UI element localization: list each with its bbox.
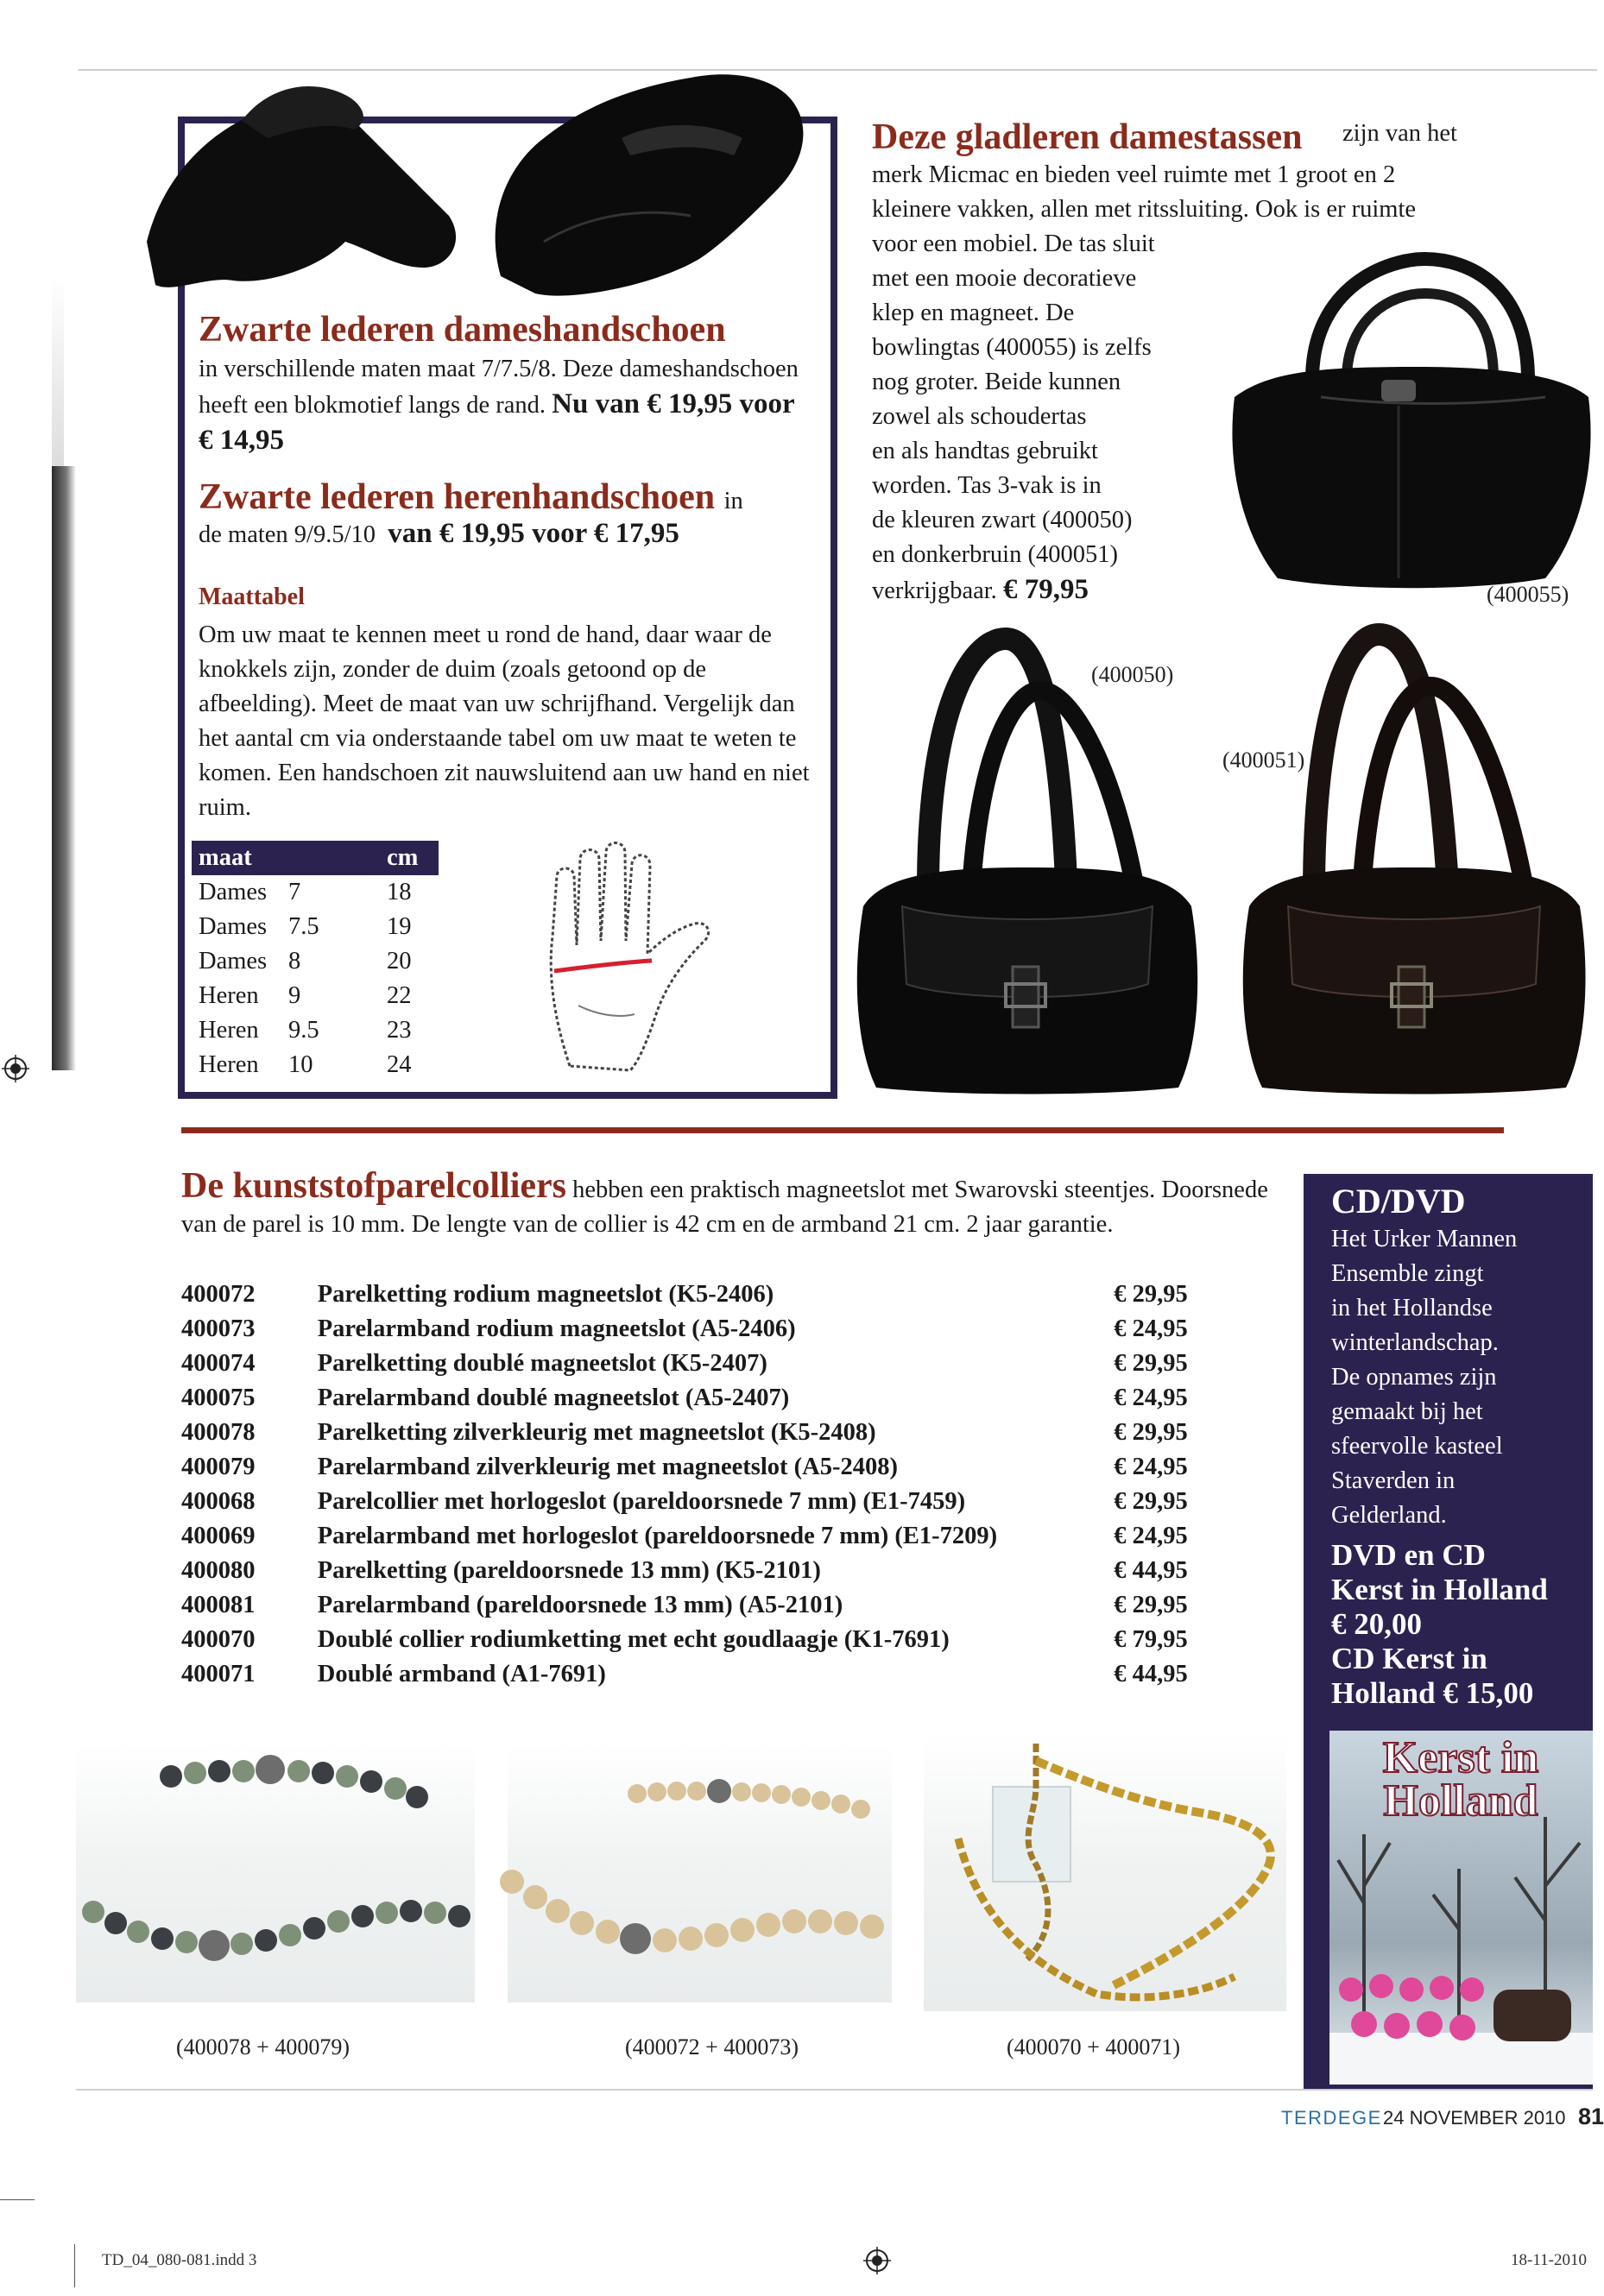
- size-cm: 23: [387, 1017, 412, 1044]
- bags-title: Deze gladleren damestassen: [872, 117, 1303, 157]
- item-code: 400069: [181, 1523, 256, 1549]
- bags-line: zowel als schoudertas: [872, 403, 1087, 430]
- gold-chain-photo: [924, 1735, 1286, 2011]
- item-price: € 24,95: [1114, 1454, 1188, 1480]
- men-gloves-heading: [199, 476, 743, 518]
- item-name: Parelcollier met horlogeslot (pareldoorsnede 7 mm) (E1-7459): [317, 1488, 966, 1515]
- sidebar-line: De opnames zijn: [1331, 1364, 1497, 1391]
- slug-filename: TD_04_080-081.indd 3: [102, 2251, 257, 2269]
- size-cm: 24: [387, 1051, 412, 1078]
- item-code: 400070: [181, 1626, 256, 1653]
- silver-pearls-drawing: [76, 1744, 475, 2003]
- table-row: [181, 1450, 1217, 1485]
- sidebar-line: winterlandschap.: [1331, 1329, 1499, 1356]
- bags-line: bowlingtas (400055) is zelfs: [872, 334, 1152, 361]
- size-table: [192, 841, 439, 1082]
- item-price: € 29,95: [1114, 1281, 1188, 1308]
- spread-edge: [52, 276, 64, 466]
- offer-line: Holland € 15,00: [1331, 1676, 1534, 1710]
- item-name: Parelketting rodium magneetslot (K5-2406): [317, 1281, 774, 1308]
- svg-text:Holland: Holland: [1383, 1776, 1538, 1826]
- gold-pearls-drawing: [508, 1744, 892, 2003]
- women-gloves-price: Nu van € 19,95 voor € 14,95: [199, 388, 794, 456]
- item-name: Parelketting zilverkleurig met magneetslot (K5-2408): [317, 1419, 876, 1446]
- bag-caption-400055: (400055): [1487, 582, 1569, 607]
- item-code: 400068: [181, 1488, 256, 1515]
- table-row: [181, 1277, 1217, 1312]
- bags-line: verkrijgbaar.: [872, 577, 997, 604]
- item-price: € 29,95: [1114, 1350, 1188, 1377]
- size-value: 8: [288, 948, 301, 975]
- pearl-photo-gold: [508, 1744, 892, 2003]
- pearl-photo-silver: [76, 1744, 475, 2003]
- women-gloves-title: Zwarte lederen dameshandschoen: [199, 310, 726, 350]
- size-cm: 19: [387, 913, 412, 940]
- table-row: [181, 1519, 1217, 1554]
- sidebar-line: Ensemble zingt: [1331, 1260, 1484, 1287]
- slug-date: 18-11-2010: [1511, 2251, 1587, 2269]
- sidebar-line: Staverden in: [1331, 1467, 1456, 1494]
- black-bag-photo: [850, 621, 1204, 1096]
- item-name: Parelarmband (pareldoorsnede 13 mm) (A5-2101): [317, 1592, 843, 1618]
- item-code: 400079: [181, 1454, 256, 1480]
- pearl-caption-1: (400078 + 400079): [176, 2034, 350, 2059]
- men-gloves-title: Zwarte lederen herenhandschoen: [199, 477, 716, 517]
- bags-line: klep en magneet. De: [872, 300, 1075, 326]
- item-name: Parelarmband rodium magneetslot (A5-2406): [317, 1315, 796, 1342]
- item-price: € 29,95: [1114, 1488, 1188, 1515]
- bags-price: € 79,95: [1002, 574, 1089, 605]
- size-table-header: [192, 841, 439, 875]
- table-row: [192, 979, 439, 1013]
- men-gloves-title-tail: in: [723, 488, 743, 514]
- svg-text:Kerst in: Kerst in: [1382, 1733, 1539, 1782]
- pearl-caption-2: (400072 + 400073): [625, 2034, 799, 2059]
- size-value: 10: [288, 1051, 313, 1078]
- size-value: 9.5: [288, 1017, 319, 1044]
- item-code: 400078: [181, 1419, 256, 1446]
- pearl-price-list: [181, 1277, 1217, 1692]
- bags-line: merk Micmac en bieden veel ruimte met 1 groot en 2: [872, 161, 1396, 188]
- size-chart-instructions: Om uw maat te kennen meet u rond de hand, daar waar de knokkels zijn, zonder de duim (zoals getoond op de afbeelding). Meet de maat van uw schrijfhand. Vergelijk dan het aantal cm via onderstaande tabel om uw maat te weten te komen. Een handschoen zit nauwsluitend aan uw hand en niet ruim.: [199, 621, 810, 821]
- item-name: Doublé armband (A1-7691): [317, 1661, 606, 1687]
- size-value: 7.5: [288, 913, 319, 940]
- pearls-description: hebben een praktisch magneetslot met Swarovski steentjes. Doorsnede van de parel is 10 mm. De lengte van de collier is 42 cm en de armband 21 cm. 2 jaar garantie.: [181, 1176, 1268, 1238]
- table-row: [181, 1588, 1217, 1623]
- item-name: Parelarmband doublé magneetslot (A5-2407): [317, 1385, 790, 1411]
- pearls-title: De kunststofparelcolliers: [181, 1166, 567, 1206]
- size-cm: 18: [387, 879, 412, 905]
- offer-line: DVD en CD: [1331, 1538, 1486, 1572]
- pearl-caption-3: (400070 + 400071): [1007, 2034, 1180, 2059]
- size-header-maat: maat: [199, 844, 252, 871]
- table-row: [181, 1381, 1217, 1416]
- item-price: € 44,95: [1114, 1557, 1188, 1584]
- size-header-cm: cm: [387, 844, 419, 871]
- sidebar-title: CD/DVD: [1331, 1182, 1466, 1221]
- spread-edge-shadow: [52, 466, 76, 1070]
- size-value: 9: [288, 982, 301, 1009]
- page-frame-bottom: [76, 2089, 1593, 2091]
- item-name: Parelarmband zilverkleurig met magneetslot (A5-2408): [317, 1454, 898, 1480]
- brown-bag-photo: [1236, 617, 1593, 1096]
- bags-line: voor een mobiel. De tas sluit: [872, 230, 1155, 257]
- size-who: Heren: [199, 982, 259, 1009]
- men-gloves-description: [199, 516, 837, 552]
- bags-line: met een mooie decoratieve: [872, 265, 1137, 292]
- item-name: Parelarmband met horlogeslot (pareldoorsnede 7 mm) (E1-7209): [317, 1523, 998, 1549]
- table-row: [181, 1312, 1217, 1347]
- size-who: Dames: [199, 913, 268, 940]
- bowling-bag-photo: [1217, 250, 1597, 596]
- offer-line: CD Kerst in: [1331, 1642, 1487, 1675]
- item-price: € 24,95: [1114, 1315, 1188, 1342]
- table-row: [192, 875, 439, 910]
- women-gloves-description: [199, 352, 803, 459]
- men-gloves-text: de maten 9/9.5/10: [199, 521, 376, 548]
- bags-line: zijn van het: [1342, 120, 1457, 147]
- item-name: Parelketting (pareldoorsnede 13 mm) (K5-2101): [317, 1557, 821, 1584]
- cd-cover-image: [1329, 1731, 1593, 2085]
- sidebar-text: [1331, 1222, 1593, 1533]
- item-code: 400075: [181, 1385, 256, 1411]
- bag-caption-400051: (400051): [1222, 747, 1305, 773]
- section-divider: [181, 1127, 1504, 1133]
- sidebar-line: in het Hollandse: [1331, 1295, 1493, 1321]
- crop-mark: [0, 2199, 35, 2200]
- women-gloves-text: in verschillende maten maat 7/7.5/8. Deze dameshandschoen heeft een blokmotief langs de rand.: [199, 356, 799, 419]
- men-gloves-price: van € 19,95 voor € 17,95: [388, 518, 679, 549]
- item-name: Doublé collier rodiumketting met echt goudlaagje (K1-7691): [317, 1626, 950, 1653]
- item-price: € 24,95: [1114, 1523, 1188, 1549]
- bags-line: en donkerbruin (400051): [872, 541, 1118, 568]
- size-who: Heren: [199, 1017, 259, 1044]
- table-row: [192, 1013, 439, 1048]
- size-cm: 20: [387, 948, 412, 975]
- offer-line: Kerst in Holland: [1331, 1573, 1548, 1606]
- bag-caption-400050: (400050): [1091, 662, 1174, 687]
- bags-line: kleinere vakken, allen met ritssluiting. Ook is er ruimte: [872, 196, 1417, 223]
- item-code: 400074: [181, 1350, 256, 1377]
- sidebar-line: gemaakt bij het: [1331, 1398, 1483, 1425]
- gold-chain-drawing: [924, 1735, 1286, 2011]
- size-value: 7: [288, 879, 301, 905]
- size-cm: 22: [387, 982, 412, 1009]
- table-row: [192, 910, 439, 944]
- crop-mark: [74, 2244, 75, 2287]
- item-code: 400081: [181, 1592, 256, 1618]
- sidebar-line: Het Urker Mannen: [1331, 1226, 1518, 1252]
- gloves-photo: [138, 69, 846, 302]
- bags-line: de kleuren zwart (400050): [872, 507, 1133, 533]
- item-price: € 29,95: [1114, 1592, 1188, 1618]
- size-who: Heren: [199, 1051, 259, 1078]
- table-row: [192, 944, 439, 979]
- item-price: € 29,95: [1114, 1419, 1188, 1446]
- size-chart-heading: Maattabel: [199, 583, 305, 610]
- sidebar-line: sfeervolle kasteel: [1331, 1433, 1503, 1460]
- table-row: [181, 1554, 1217, 1588]
- table-row: [181, 1623, 1217, 1657]
- item-code: 400073: [181, 1315, 256, 1342]
- table-row: [192, 1048, 439, 1082]
- item-price: € 79,95: [1114, 1626, 1188, 1653]
- bags-line: worden. Tas 3-vak is in: [872, 472, 1102, 499]
- item-code: 400072: [181, 1281, 256, 1308]
- sidebar-line: Gelderland.: [1331, 1502, 1447, 1529]
- hand-measure-illustration: [535, 842, 742, 1075]
- registration-mark-icon: [2, 1055, 29, 1082]
- bags-line: en als handtas gebruikt: [872, 438, 1098, 464]
- issue-date: 24 NOVEMBER 2010: [1383, 2107, 1566, 2129]
- item-code: 400071: [181, 1661, 256, 1687]
- size-who: Dames: [199, 879, 268, 905]
- item-price: € 24,95: [1114, 1385, 1188, 1411]
- table-row: [181, 1657, 1217, 1692]
- item-code: 400080: [181, 1557, 256, 1584]
- pearls-intro: [181, 1166, 1278, 1242]
- sidebar-offer: [1331, 1538, 1593, 1711]
- table-row: [181, 1485, 1217, 1519]
- size-who: Dames: [199, 948, 268, 975]
- item-price: € 44,95: [1114, 1661, 1188, 1687]
- bags-line: nog groter. Beide kunnen: [872, 369, 1121, 395]
- offer-line: € 20,00: [1331, 1607, 1422, 1641]
- table-row: [181, 1416, 1217, 1450]
- magazine-name: TERDEGE: [1281, 2107, 1382, 2129]
- registration-mark-icon: [863, 2247, 891, 2274]
- table-row: [181, 1347, 1217, 1381]
- page-number: 81: [1578, 2104, 1604, 2129]
- item-name: Parelketting doublé magneetslot (K5-2407): [317, 1350, 767, 1377]
